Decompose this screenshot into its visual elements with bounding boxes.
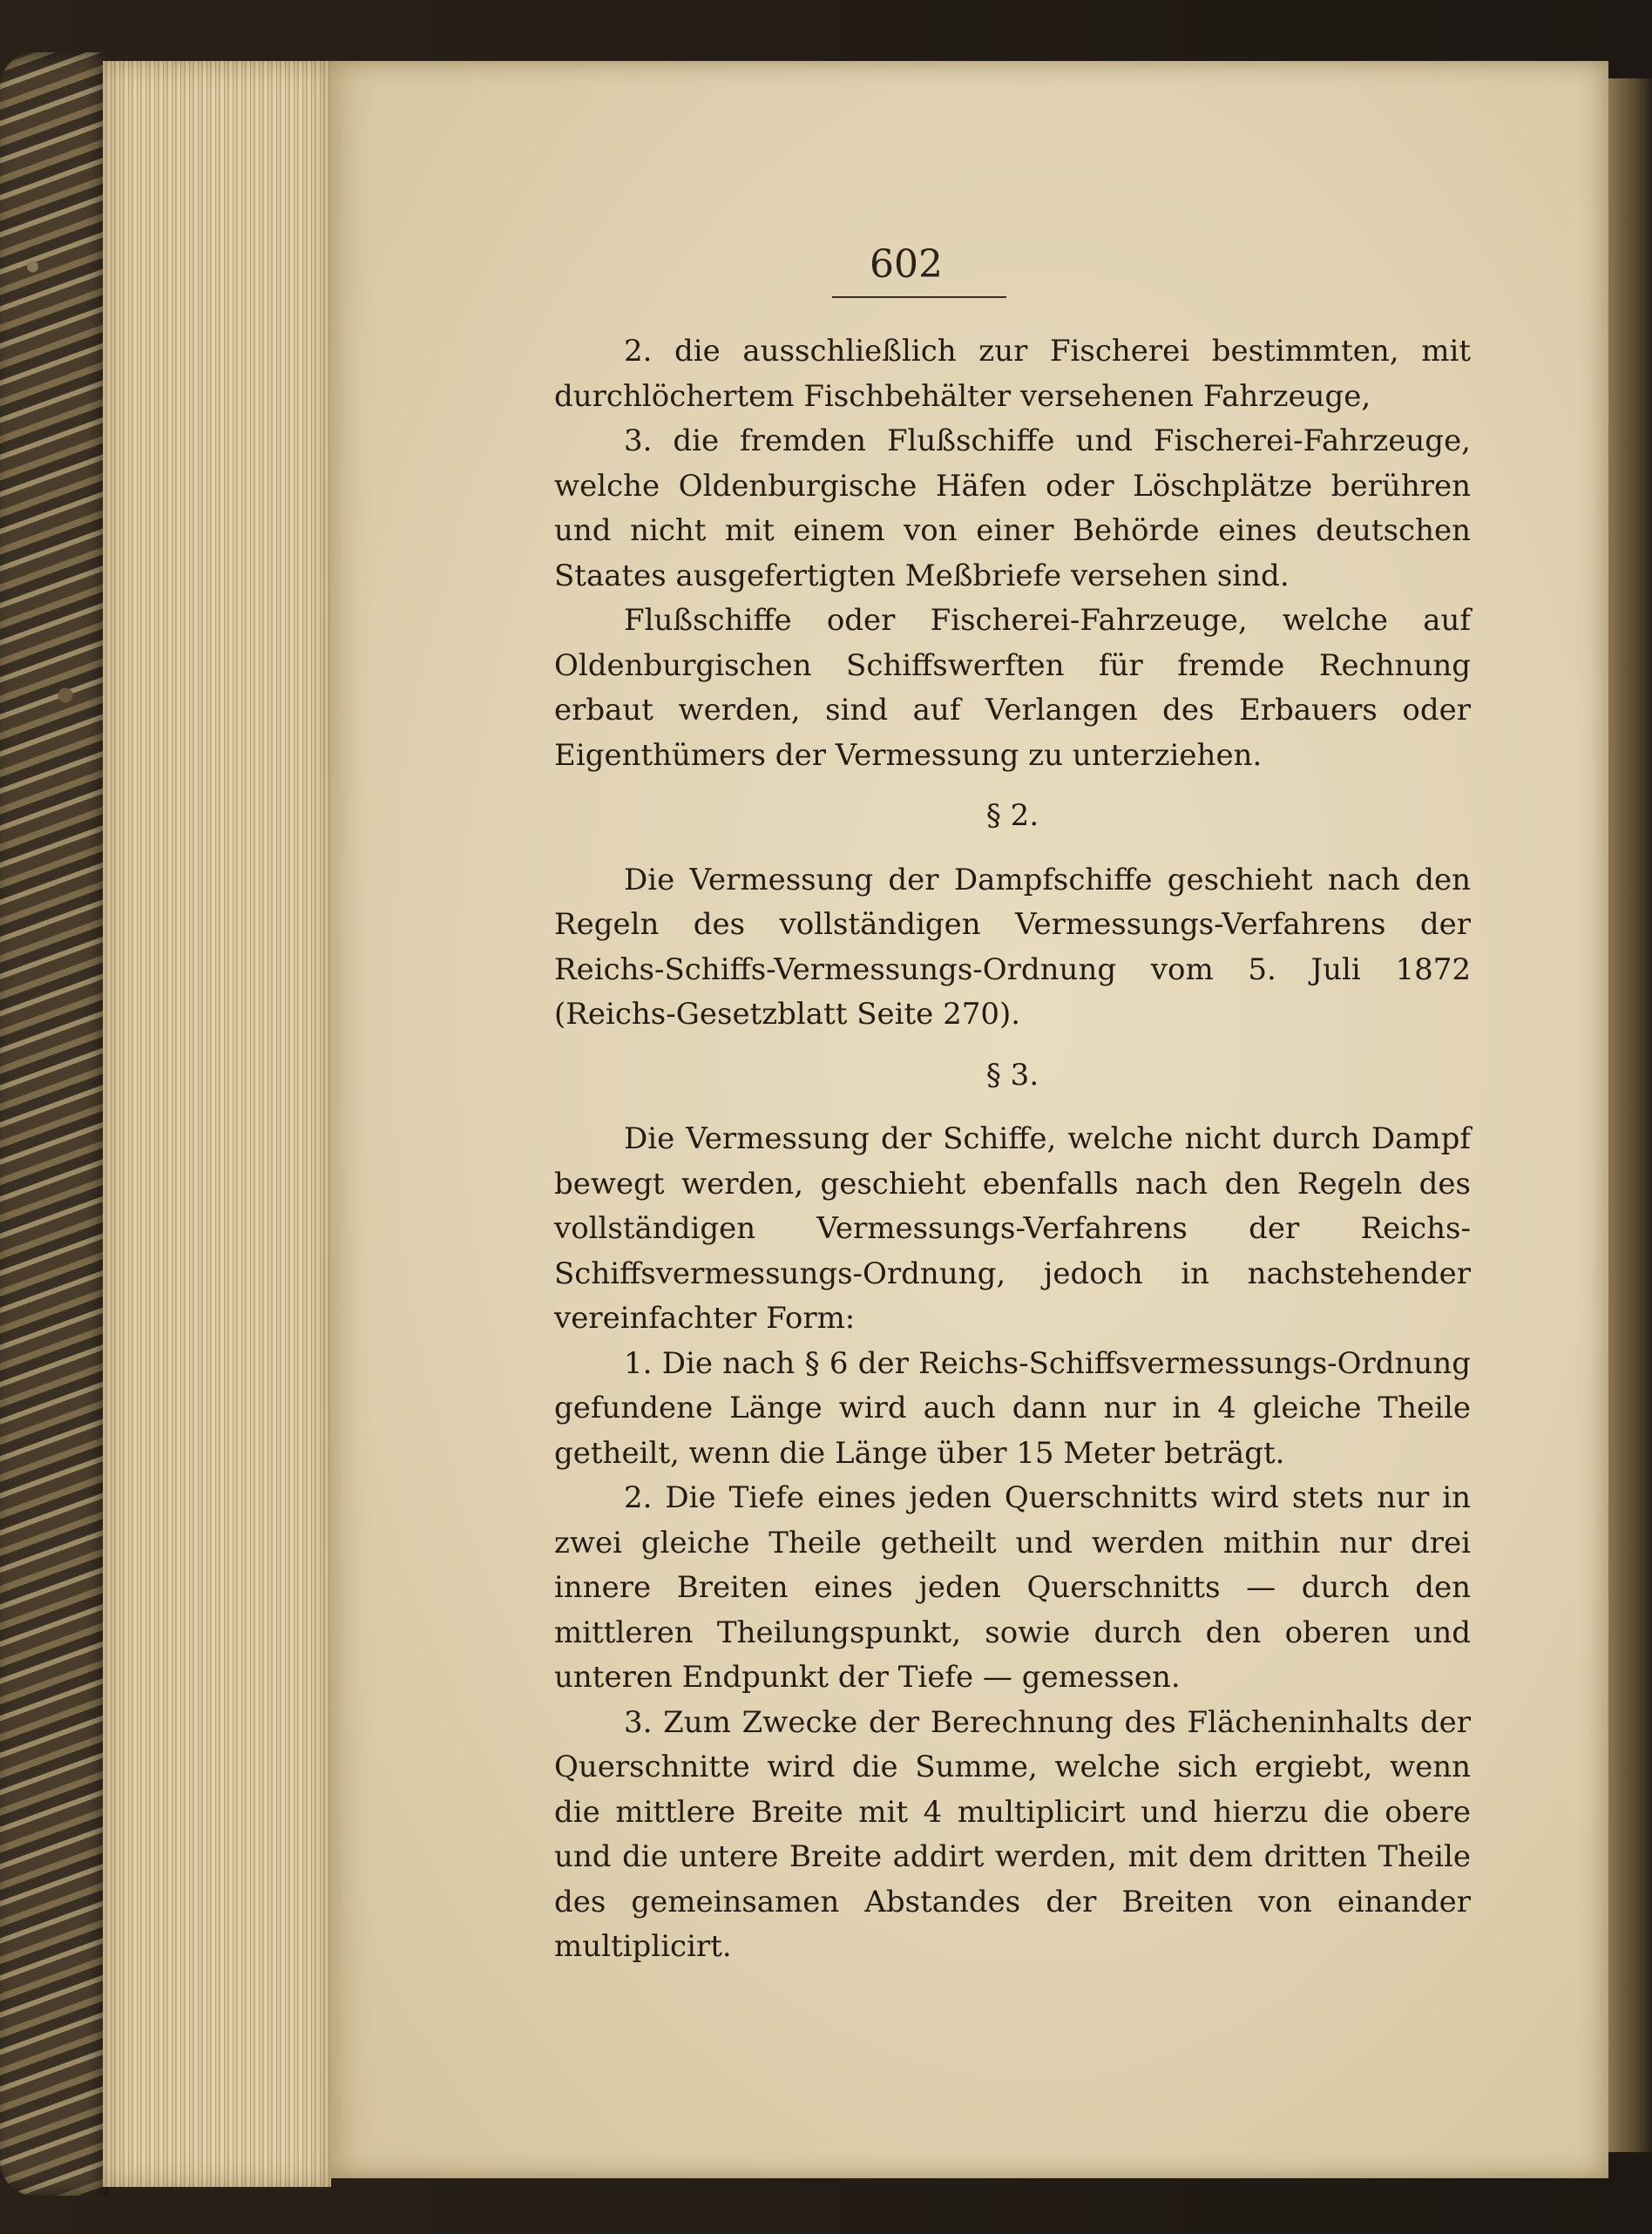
- section-2-heading: § 2.: [985, 798, 1039, 833]
- page-number-rule: [832, 296, 1006, 298]
- next-page-edge: [1608, 78, 1652, 2152]
- section-3-heading: § 3.: [985, 1057, 1039, 1093]
- section-3-paragraph-2: 2. Die Tiefe eines jeden Querschnitts wird stets nur in zwei gleiche Theile getheilt und werden mithin nur drei innere Breiten eines jeden Querschnitts — durch den mittleren Theilungspunkt, sowie durch den oberen und unteren Endpunkt der Tiefe — gemessen.: [554, 1480, 1471, 1695]
- paragraph-item-3: 3. die fremden Flußschiffe und Fischerei-Fahrzeuge, welche Oldenburgische Häfen oder Löschplätze berühren und nicht mit einem von einer Behörde eines deutschen Staates ausgefertigten Meßbriefe versehen sind.: [554, 423, 1471, 593]
- marbled-cover: [0, 52, 109, 2196]
- page-text: [554, 329, 1471, 1970]
- section-3-paragraph-intro: Die Vermessung der Schiffe, welche nicht durch Dampf bewegt werden, geschieht ebenfalls nach den Regeln des vollständigen Vermessungs-Verfahrens der Reichs-Schiffsvermessungs-Ordnung, jedoch in nachstehender vereinfachter Form:: [554, 1121, 1471, 1336]
- section-3-paragraph-3: 3. Zum Zwecke der Berechnung des Flächeninhalts der Querschnitte wird die Summe, welche sich ergiebt, wenn die mittlere Breite mit 4 multiplicirt und hierzu die obere und die untere Breite addirt werden, mit dem dritten Theile des gemeinsamen Abstandes der Breiten von einander multiplicirt.: [554, 1704, 1471, 1964]
- section-3-paragraph-1: 1. Die nach § 6 der Reichs-Schiffsvermessungs-Ordnung gefundene Länge wird auch dann nur in 4 gleiche Theile getheilt, wenn die Länge über 15 Meter beträgt.: [554, 1345, 1471, 1471]
- paragraph-item-2: 2. die ausschließlich zur Fischerei bestimmten, mit durchlöchertem Fischbehälter versehenen Fahrzeuge,: [554, 334, 1471, 414]
- paragraph-shipyard: Flußschiffe oder Fischerei-Fahrzeuge, welche auf Oldenburgischen Schiffswerften für fremde Rechnung erbaut werden, sind auf Verlangen des Erbauers oder Eigenthümers der Vermessung zu unterziehen.: [554, 603, 1471, 773]
- page-number: 602: [870, 242, 943, 287]
- section-2-paragraph: Die Vermessung der Dampfschiffe geschieht nach den Regeln des vollständigen Vermessungs-Verfahrens der Reichs-Schiffs-Vermessungs-Ordnung vom 5. Juli 1872 (Reichs-Gesetzblatt Seite 270).: [554, 862, 1471, 1032]
- page-edges: [103, 61, 331, 2187]
